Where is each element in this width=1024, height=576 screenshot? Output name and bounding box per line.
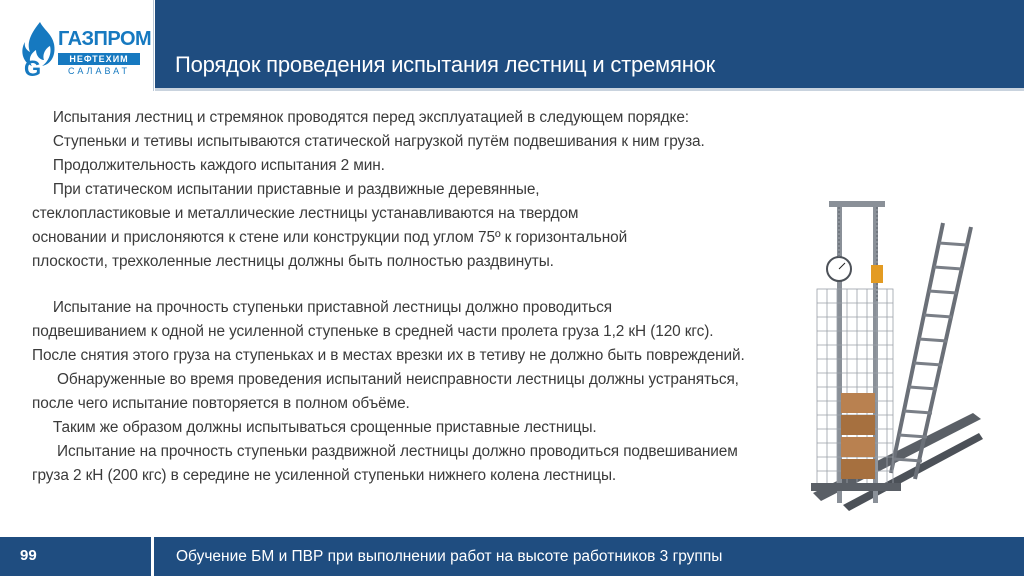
text-line: стеклопластиковые и металлические лестницы устанавливаются на твердом [32,205,579,222]
text-line: Испытание на прочность ступеньки приставной лестницы должно проводиться [32,299,612,316]
ladder-test-stand-image [803,193,983,515]
page-title: Порядок проведения испытания лестниц и стремянок [175,52,716,77]
page-number: 99 [20,547,37,564]
logo-city: САЛАВАТ [68,66,130,76]
text-line: Ступеньки и тетивы испытываются статической нагрузкой путём подвешивания к ним груза. [32,133,705,150]
text-line: подвешиванием к одной не усиленной ступеньке в средней части пролета груза 1,2 кН (120 кгс). [32,323,714,340]
text-line: Продолжительность каждого испытания 2 мин. [32,157,385,174]
svg-text:G: G [24,56,42,76]
paragraph-gap [32,274,812,296]
logo-area [0,0,154,91]
text-line: основании и прислоняются к стене или конструкции под углом 75º к горизонтальной [32,229,628,246]
text-line: Таким же образом должны испытываться срощенные приставные лестницы. [32,419,597,436]
footer [0,537,1024,576]
slide-body-text [32,106,812,488]
text-line: после чего испытание повторяется в полном объёме. [32,395,410,412]
text-line: плоскости, трехколенные лестницы должны быть полностью раздвинуты. [32,253,554,270]
header [0,0,1024,91]
text-line: Испытание на прочность ступеньки раздвижной лестницы должно проводиться подвешиванием [32,443,738,460]
footer-page-area [0,537,154,576]
text-line: Обнаруженные во время проведения испытаний неисправности лестницы должны устраняться, [32,371,739,388]
flame-logo-icon [18,20,58,76]
logo-sub: НЕФТЕХИМ [58,53,140,65]
text-line: груза 2 кН (200 кгс) в середине не усиленной ступеньки нижнего колена лестницы. [32,467,617,484]
company-logo [18,20,152,76]
text-line: При статическом испытании приставные и раздвижные деревянные, [32,181,540,198]
text-line: Испытания лестниц и стремянок проводятся перед эксплуатацией в следующем порядке: [32,109,689,126]
title-bar [155,0,1024,91]
text-line: После снятия этого груза на ступеньках и в местах врезки их в тетиву не должно быть повреждений. [32,347,745,364]
logo-name: ГАЗПРОМ [58,28,152,50]
footer-course-title: Обучение БМ и ПВР при выполнении работ на высоте работников 3 группы [176,548,723,565]
